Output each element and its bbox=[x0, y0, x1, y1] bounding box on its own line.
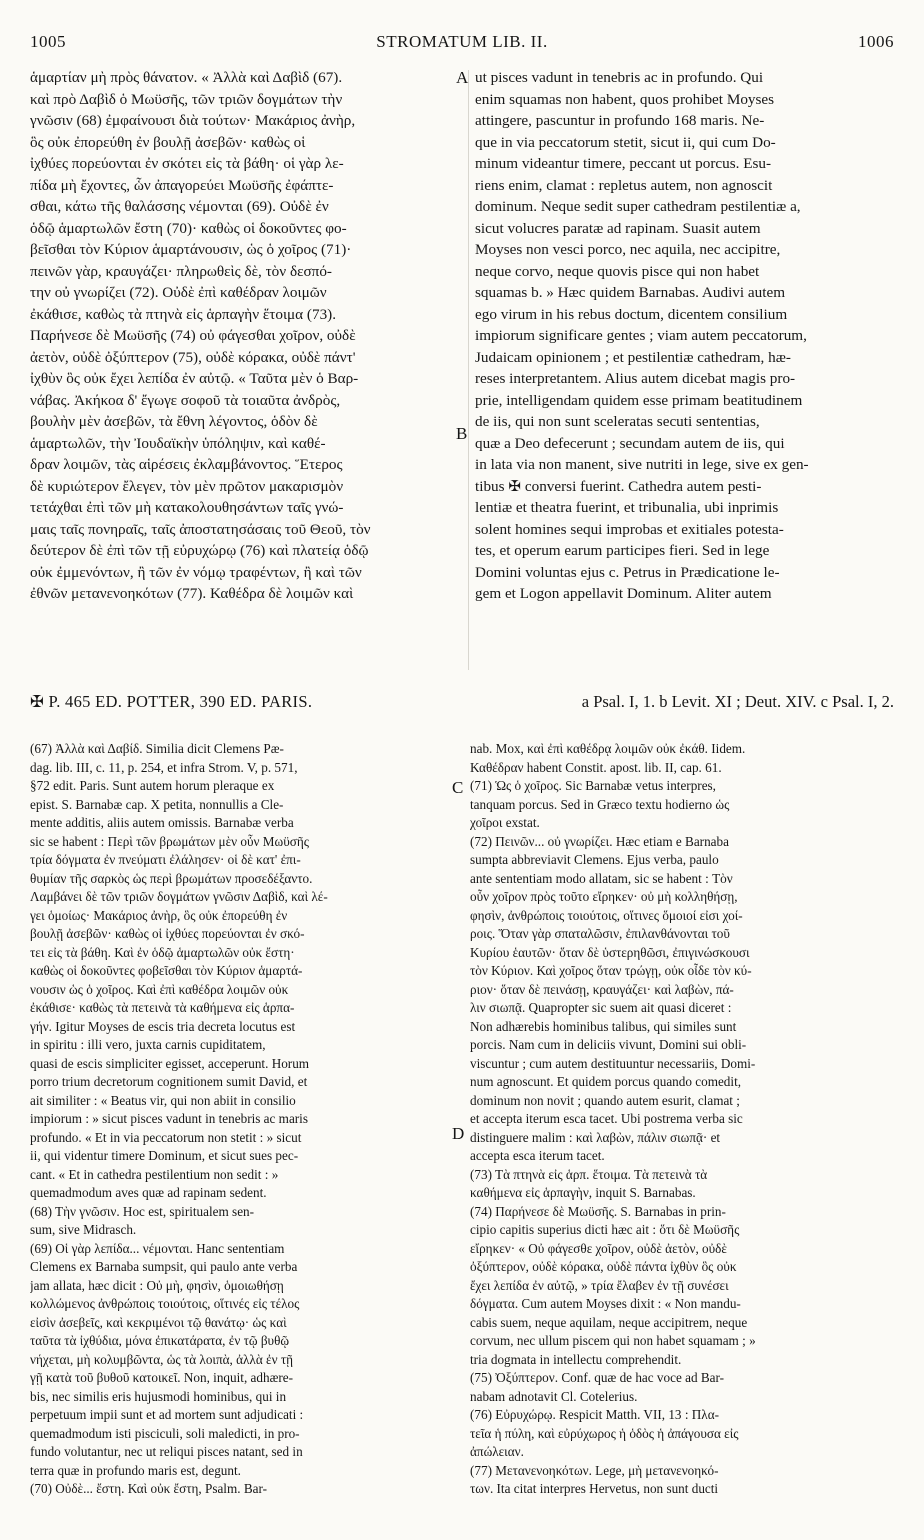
latin-text-column bbox=[475, 67, 893, 605]
text-line: minum videantur timere, peccant ut porcus. Esu- bbox=[475, 155, 772, 172]
text-line: dominum. Neque sedit super cathedram pestilentiæ a, bbox=[475, 198, 801, 215]
note-line: distinguere malim : καὶ λαβὼν, πάλιν σιωπᾷ· et bbox=[470, 1129, 721, 1145]
text-line: sicut volucres paratæ ad rapinam. Suasit autem bbox=[475, 219, 761, 237]
page-header bbox=[30, 32, 894, 56]
note-line: (68) Τὴν γνῶσιν. Hoc est, spiritualem sen- bbox=[30, 1203, 255, 1219]
text-line: in lata via non manent, sive nutriti in lege, sive ex gen- bbox=[475, 456, 809, 473]
text-line: γνῶσιν (68) ἐμφαίνουσι διὰ τούτων· Μακάριος ἀνὴρ, bbox=[30, 112, 356, 129]
note-line: fundo volutantur, nec ut reliqui pisces natant, sed in bbox=[30, 1444, 303, 1459]
margin-letter-d: D bbox=[452, 1124, 465, 1143]
note-line: Non adhærebis hominibus talibus, qui similes sunt bbox=[470, 1018, 737, 1034]
text-line: attingere, pascuntur in profundo 168 maris. Ne- bbox=[475, 112, 765, 129]
text-line: ἰχθὺν ὃς οὐκ ἔχει λεπίδα ἐν αὐτῷ. « Ταῦτα μὲν ὁ Βαρ- bbox=[30, 370, 359, 387]
text-line: ὁδῷ ἁμαρτωλῶν ἔστη (70)· καθὼς οἱ δοκοῦντες φο- bbox=[30, 219, 347, 237]
note-line: βουλῇ ἀσεβῶν· καθὼς οἱ ἰχθύες πορεύονται ἐν σκό- bbox=[30, 926, 305, 941]
text-line: Domini voluntas ejus c. Petrus in Prædicatione le- bbox=[475, 563, 780, 581]
note-line: Κυρίου ἑαυτῶν· ὅταν δὲ ὑστερηθῶσι, ἐπιγινώσκουσι bbox=[470, 944, 750, 960]
note-line: λιν σιωπᾷ. Quapropter sic suem ait quasi diceret : bbox=[470, 1000, 732, 1015]
note-line: (67) Ἀλλὰ καὶ Δαβίδ. Similia dicit Clemens Pæ- bbox=[30, 741, 284, 756]
margin-letter-c: C bbox=[452, 778, 464, 797]
text-line: οὐκ ἐμμενόντων, ἢ τῶν ἐν νόμῳ τραφέντων, ἢ καὶ τῶν bbox=[30, 563, 362, 581]
text-line: πεινῶν γὰρ, κραυγάζει· πληρωθεὶς δὲ, τὸν δεσπό- bbox=[30, 262, 332, 280]
note-line: οὖν χοῖρον πρὸς τοῦτο εἴρηκεν· οὐ μὴ κολληθήσῃ, bbox=[470, 889, 738, 904]
note-line: (75) Ὀξύπτερον. Conf. quæ de hac voce ad Bar- bbox=[470, 1370, 725, 1385]
note-line: ριον· ὅταν δὲ πεινάσῃ, κραυγάζει· καὶ λαβὼν, πά- bbox=[470, 981, 734, 997]
note-line: ante sententiam modo allatam, sic se habent : Τὸν bbox=[470, 870, 733, 886]
text-line: τετάχθαι ἐπὶ τῶν μὴ κατακολουθησάντων ταῖς γνώ- bbox=[30, 499, 344, 516]
note-line: sic se habent : Περὶ τῶν βρωμάτων μὲν οὖν Μωϋσῆς bbox=[30, 833, 309, 849]
note-line: tria dogmata in intellectu comprehendit. bbox=[470, 1351, 682, 1367]
text-line: την οὐ γνωρίζει (72). Οὐδὲ ἐπὶ καθέδραν λοιμῶν bbox=[30, 284, 327, 301]
note-line: Clemens ex Barnaba sumpsit, qui paulo ante verba bbox=[30, 1259, 298, 1274]
text-line: βουλὴν μὲν ἀσεβῶν, τὰ ἔθνη λέγοντος, ὁδὸν δὲ bbox=[30, 413, 318, 430]
text-line: quæ a Deo defecerunt ; secundam autem de iis, qui bbox=[475, 434, 785, 452]
text-line: καὶ πρὸ Δαβὶδ ὁ Μωϋσῆς, τῶν τριῶν δογμάτων τὴν bbox=[30, 90, 343, 108]
notes-column-left bbox=[30, 740, 450, 1499]
text-line: impiorum significare gentes ; viam autem peccatorum, bbox=[475, 327, 807, 344]
note-line: χοῖροι exstat. bbox=[470, 815, 540, 830]
page-number-left: 1005 bbox=[30, 32, 66, 51]
note-line: ροις. Ὅταν γὰρ σπαταλῶσιν, ἐπιλανθάνονται τοῦ bbox=[470, 926, 730, 941]
note-line: δόγματα. Cum autem Moyses dixit : « Non mandu- bbox=[470, 1296, 741, 1311]
note-line: cipio capitis superius dicti hæc ait : ὅτι δὲ Μωϋσῆς bbox=[470, 1222, 740, 1237]
note-line: (72) Πεινῶν... οὐ γνωρίζει. Hæc etiam e Barnaba bbox=[470, 833, 729, 849]
note-line: ἐκάθισε· καθὼς τὰ πετεινὰ τὰ καθήμενα εἰς ἁρπα- bbox=[30, 1000, 295, 1015]
column-divider bbox=[468, 70, 469, 670]
note-line: dominum non novit ; quando autem esurit, clamat ; bbox=[470, 1092, 740, 1108]
note-line: §72 edit. Paris. Sunt autem horum pleraque ex bbox=[30, 778, 275, 793]
note-line: porcis. Nam cum in deliciis vivunt, Domini sui obli- bbox=[470, 1037, 747, 1052]
note-line: ὀξύπτερον, οὐδὲ κόρακα, οὐδὲ πάντα ἰχθὺν ὃς οὐκ bbox=[470, 1259, 737, 1274]
margin-letter-a: A bbox=[456, 68, 469, 87]
note-line: in spiritu : illi vero, juxta carnis cupiditatem, bbox=[30, 1037, 266, 1052]
text-line: Παρήνεσε δὲ Μωϋσῆς (74) οὐ φάγεσθαι χοῖρον, οὐδὲ bbox=[30, 327, 356, 344]
text-line: ἁμαρτωλῶν, τὴν Ἰουδαϊκὴν ὑπόληψιν, καὶ καθέ- bbox=[30, 434, 326, 452]
note-line: ii, qui videntur timere Dominum, et sicut sues pec- bbox=[30, 1148, 299, 1163]
text-line: reses interpretantem. Alius autem dicebat magis pro- bbox=[475, 370, 796, 387]
text-line: σθαι, κάτω τῆς θαλάσσης νέμονται (69). Οὐδὲ ἐν bbox=[30, 198, 329, 215]
note-line: jam allata, hæc dicit : Οὐ μὴ, φησὶν, ὁμοιωθήσῃ bbox=[30, 1277, 284, 1293]
note-line: (73) Τὰ πτηνὰ εἰς ἁρπ. ἕτοιμα. Τὰ πετεινὰ τὰ bbox=[470, 1166, 708, 1182]
edition-reference: ✠ P. 465 ED. POTTER, 390 ED. PARIS. bbox=[30, 692, 313, 711]
note-line: (74) Παρήνεσε δὲ Μωϋσῆς. S. Barnabas in prin- bbox=[470, 1203, 726, 1219]
text-line: prie, intelligendam quidem esse primam beatitudinem bbox=[475, 391, 803, 409]
text-line: βεῖσθαι τὸν Κύριον ἁμαρτάνουσιν, ὡς ὁ χοῖρος (71)· bbox=[30, 241, 352, 258]
note-line: viscuntur ; cum autem destituuntur necessariis, Domi- bbox=[470, 1055, 756, 1071]
note-line: num agnoscunt. Et quidem porcus quando comedit, bbox=[470, 1074, 742, 1089]
text-line: tes, et operum earum participes fieri. Sed in lege bbox=[475, 542, 770, 559]
text-line: δεύτερον δὲ ἐπὶ τῶν τῇ εὐρυχώρῳ (76) καὶ πλατείᾳ ὁδῷ bbox=[30, 542, 369, 559]
note-line: ταῦτα τὰ ἰχθύδια, μόνα ἐπικατάρατα, ἐν τῷ βυθῷ bbox=[30, 1333, 290, 1348]
note-line: (69) Οἱ γὰρ λεπίδα... νέμονται. Hanc sententiam bbox=[30, 1240, 285, 1256]
text-line: πίδα μὴ ἔχοντες, ὧν ἀπαγορεύει Μωϋσῆς ἐφάπτε- bbox=[30, 176, 334, 194]
note-line: εἴρηκεν· « Οὐ φάγεσθε χοῖρον, οὐδὲ ἀετὸν, οὐδὲ bbox=[470, 1240, 727, 1256]
edition-line bbox=[30, 692, 894, 714]
text-line: gem et Logon appellavit Dominum. Aliter autem bbox=[475, 585, 772, 602]
note-line: τρία δόγματα ἐν πνεύματι ἐλάλησεν· οἱ δὲ κατ' ἐπι- bbox=[30, 852, 301, 867]
text-line: δὲ κυριώτερον ἔλεγεν, τὸν μὲν πρῶτον μακαρισμὸν bbox=[30, 477, 344, 495]
note-line: θυμίαν τῆς σαρκὸς ὡς περὶ βρωμάτων προσεδέξαντο. bbox=[30, 870, 313, 886]
margin-letter-b: B bbox=[456, 424, 468, 443]
note-line: νήχεται, μὴ κολυμβῶντα, ὡς τὰ λοιπὰ, ἀλλὰ ἐν τῇ bbox=[30, 1351, 294, 1367]
text-line: solent homines sequi improbas et exitiales potesta- bbox=[475, 520, 784, 538]
note-line: κολλώμενος ἀνθρώποις τοιούτοις, οἵτινές εἰς τέλος bbox=[30, 1296, 300, 1311]
text-line: ἀετὸν, οὐδὲ ὀξύπτερον (75), οὐδὲ κόρακα, οὐδὲ πάντ' bbox=[30, 348, 356, 366]
note-line: corvum, nec ullum piscem qui non habet squamam ; » bbox=[470, 1333, 756, 1348]
note-line: cabis suem, neque aquilam, neque accipitrem, neque bbox=[470, 1314, 748, 1330]
note-line: bis, nec similis eris hujusmodi hominibus, qui in bbox=[30, 1388, 287, 1404]
note-line: εἰσὶν ἀσεβεῖς, καὶ κεκριμένοι τῷ θανάτῳ· ὡς καὶ bbox=[30, 1314, 287, 1330]
note-line: nab. Mox, καὶ ἐπὶ καθέδρᾳ λοιμῶν οὐκ ἐκάθ. Iidem. bbox=[470, 741, 746, 756]
text-line: riens enim, clamat : repletus autem, non agnoscit bbox=[475, 176, 773, 194]
note-line: γει ὁμοίως· Μακάριος ἀνὴρ, ὃς οὐκ ἐπορεύθη ἐν bbox=[30, 907, 288, 923]
note-line: sum, sive Midrasch. bbox=[30, 1222, 137, 1237]
note-line: τὸν Κύριον. Καὶ χοῖρος ὅταν τρώγῃ, οὐκ οἶδε τὸν κύ- bbox=[470, 963, 752, 978]
text-line: δραν λοιμῶν, τὰς αἱρέσεις ἐκλαμβάνοντος. Ἕτερος bbox=[30, 456, 343, 473]
note-line: Καθέδραν habent Constit. apost. lib. II, cap. 61. bbox=[470, 759, 722, 775]
note-line: ait similiter : « Beatus vir, qui non abiit in consilio bbox=[30, 1092, 296, 1108]
note-line: nabam adnotavit Cl. Cotelerius. bbox=[470, 1388, 638, 1404]
note-line: terra quæ in profundo maris est, degunt. bbox=[30, 1462, 241, 1478]
text-line: ἁμαρτίαν μὴ πρὸς θάνατον. « Ἀλλὰ καὶ Δαβὶδ (67). bbox=[30, 69, 343, 86]
text-line: Judaicam opinionem ; et pestilentiæ cathedram, hæ- bbox=[475, 348, 791, 366]
note-line: Λαμβάνει δὲ τῶν τριῶν δογμάτων γνῶσιν Δαβὶδ, καὶ λέ- bbox=[30, 889, 328, 904]
text-line: ἰχθύες πορεύονται ἐν σκότει εἰς τὰ βάθη· οἱ γὰρ λε- bbox=[30, 155, 344, 172]
note-line: quemadmodum aves quæ ad rapinam sedent. bbox=[30, 1185, 267, 1200]
note-line: τει εἰς τὰ βάθη. Καὶ ἐν ὁδῷ ἁμαρτωλῶν οὐκ ἔστη· bbox=[30, 944, 295, 960]
text-line: ἐκάθισε, καθὼς τὰ πτηνὰ εἰς ἁρπαγὴν ἕτοιμα (73). bbox=[30, 305, 337, 323]
text-line: ut pisces vadunt in tenebris ac in profundo. Qui bbox=[475, 69, 764, 86]
text-line: neque corvo, neque quovis pisce qui non habet bbox=[475, 262, 760, 280]
note-line: (76) Εὐρυχώρῳ. Respicit Matth. VII, 13 : Πλα- bbox=[470, 1407, 719, 1422]
text-line: ὃς οὐκ ἐπορεύθη ἐν βουλῇ ἀσεβῶν· καθὼς οἱ bbox=[30, 133, 306, 151]
note-line: quasi de escis simpliciter egisset, acceperunt. Horum bbox=[30, 1055, 310, 1071]
greek-text-column bbox=[30, 67, 460, 605]
scripture-references: a Psal. I, 1. b Levit. XI ; Deut. XIV. c Psal. I, 2. bbox=[581, 692, 894, 711]
note-line: accepta esca iterum tacet. bbox=[470, 1148, 605, 1163]
text-line: que in via peccatorum stetit, sicut ii, qui cum Do- bbox=[475, 133, 776, 151]
note-line: (71) Ὡς ὁ χοῖρος. Sic Barnabæ vetus interpres, bbox=[470, 778, 716, 793]
note-line: quemadmodum isti pisciculi, soli maledicti, in pro- bbox=[30, 1425, 300, 1441]
note-line: epist. S. Barnabæ cap. X petita, nonnullis a Cle- bbox=[30, 796, 284, 812]
note-line: νουσιν ὡς ὁ χοῖρος. Καὶ ἐπὶ καθέδρα λοιμῶν οὐκ bbox=[30, 981, 289, 997]
note-line: γῇ κατὰ τοῦ βυθοῦ κατοικεῖ. Non, inquit, adhære- bbox=[30, 1370, 294, 1385]
text-line: νάβας. Ἀκήκοα δ' ἔγωγε σοφοῦ τὰ τοιαῦτα ἀνδρὸς, bbox=[30, 391, 341, 409]
page-number-right: 1006 bbox=[858, 32, 894, 51]
note-line: ἀπώλειαν. bbox=[470, 1444, 524, 1459]
note-line: sumpta abbreviavit Clemens. Ejus verba, paulo bbox=[470, 852, 719, 867]
text-line: ego virum in his rebus doctum, dicentem consilium bbox=[475, 305, 788, 323]
running-title: STROMATUM LIB. II. bbox=[376, 32, 548, 51]
note-line: των. Ita citat interpres Hervetus, non sunt ducti bbox=[470, 1481, 719, 1496]
text-line: Moyses non vesci porco, nec aquila, nec accipitre, bbox=[475, 241, 781, 258]
note-line: perpetuum impii sunt et ad mortem sunt adjudicati : bbox=[30, 1407, 304, 1422]
text-line: enim squamas non habent, quos prohibet Moyses bbox=[475, 90, 775, 108]
text-line: lentiæ et theatra fuerint, et tribunalia, ubi inprimis bbox=[475, 499, 779, 516]
text-line: tibus ✠ conversi fuerint. Cathedra autem pesti- bbox=[475, 477, 762, 495]
note-line: καθήμενα εἰς ἁρπαγὴν, inquit S. Barnabas. bbox=[470, 1185, 696, 1200]
note-line: (70) Οὐδὲ... ἔστη. Καὶ οὐκ ἔστη, Psalm. Bar- bbox=[30, 1481, 267, 1496]
note-line: καθὼς οἱ δοκοῦντες φοβεῖσθαι τὸν Κύριον ἁμαρτά- bbox=[30, 963, 303, 978]
note-line: dag. lib. III, c. 11, p. 254, et infra Strom. V, p. 571, bbox=[30, 759, 298, 775]
note-line: porro trium decretorum cognitionem sumit David, et bbox=[30, 1074, 308, 1089]
note-line: φησὶν, ἀνθρώποις τοιούτοις, οἵτινες ὅμοιοί εἰσι χοί- bbox=[470, 907, 743, 923]
note-line: impiorum : » sicut pisces vadunt in tenebris ac maris bbox=[30, 1111, 308, 1126]
notes-column-right bbox=[470, 740, 894, 1499]
note-line: γήν. Igitur Moyses de escis tria decreta locutus est bbox=[30, 1018, 296, 1034]
note-line: τεῖα ἡ πύλη, καὶ εὐρύχωρος ἡ ὁδὸς ἡ ἀπάγουσα εἰς bbox=[470, 1425, 739, 1441]
note-line: (77) Μετανενοηκότων. Lege, μὴ μετανενοηκό- bbox=[470, 1462, 719, 1478]
note-line: ἔχει λεπίδα ἐν αὐτῷ, » τρία ἔλαβεν ἐν τῇ συνέσει bbox=[470, 1277, 729, 1293]
note-line: cant. « Et in cathedra pestilentium non sedit : » bbox=[30, 1166, 279, 1182]
note-line: profundo. « Et in via peccatorum non stetit : » sicut bbox=[30, 1129, 302, 1145]
text-line: ἐθνῶν μετανενοηκότων (77). Καθέδρα δὲ λοιμῶν καὶ bbox=[30, 585, 354, 602]
text-line: μαις ταῖς πονηραῖς, ταῖς ἀποστατησάσαις τοῦ Θεοῦ, τὸν bbox=[30, 520, 371, 538]
note-line: mente additis, aliis autem omissis. Barnabæ verba bbox=[30, 815, 294, 830]
note-line: tanquam porcus. Sed in Græco textu hodierno ὡς bbox=[470, 796, 730, 812]
text-line: de iis, qui non sunt sceleratas secuti sententias, bbox=[475, 413, 760, 430]
text-line: squamas b. » Hæc quidem Barnabas. Audivi autem bbox=[475, 284, 786, 301]
note-line: et accepta iterum esca tacet. Ubi postrema verba sic bbox=[470, 1111, 743, 1126]
